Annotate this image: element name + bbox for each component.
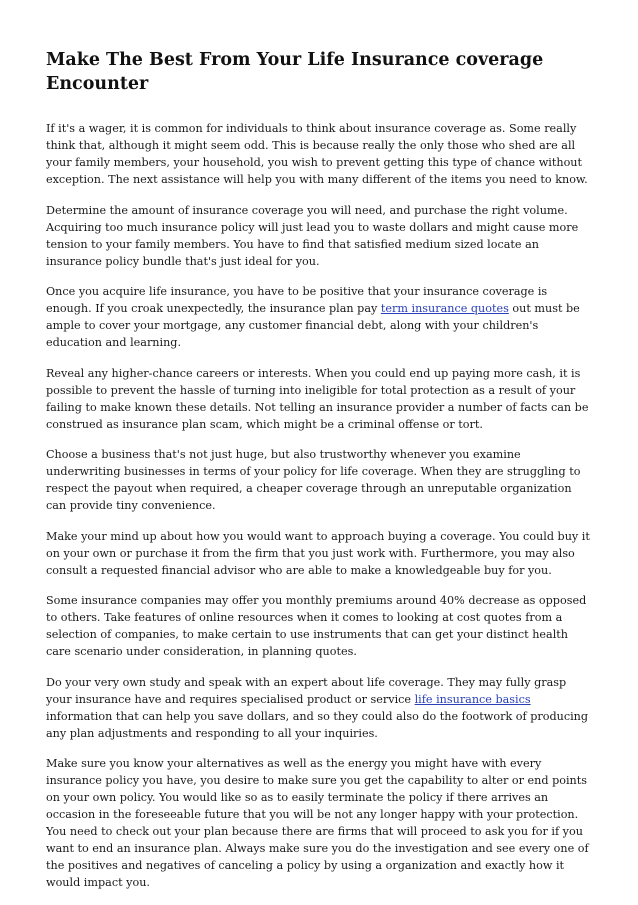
paragraph-3-text-after: out must be ample to cover your mortgage, any customer financial debt, along with your children's education and learning. bbox=[46, 302, 580, 349]
document-page bbox=[46, 48, 594, 905]
paragraph-8-text-after: information that can help you save dollars, and so they could also do the footwork of producing any plan adjustments and responding to all your inquiries. bbox=[46, 709, 589, 740]
paragraph-2: Determine the amount of insurance coverage you will need, and purchase the right volume. Acquiring too much insurance policy will just lead you to waste dollars and might cause more tension to your family members. You have to find that satisfied medium sized locate an insurance policy bundle that's just ideal for you. bbox=[46, 203, 579, 268]
paragraph-7: Some insurance companies may offer you monthly premiums around 40% decrease as opposed to others. Take features of online resources when it comes to looking at cost quotes from a selection of companies, to make certain to use instruments that can get your distinct health care scenario under consideration, in planning quotes. bbox=[46, 594, 587, 658]
paragraph-1: If it's a wager, it is common for individuals to think about insurance coverage as. Some really think that, although it might seem odd. This is because really the only those who shed are all your family members, your household, you wish to prevent getting this type of chance without exception. The next assistance will help you with many different of the items you need to know. bbox=[46, 122, 588, 186]
page-title: Make The Best From Your Life Insurance coverage Encounter bbox=[46, 50, 544, 94]
paragraph-9: Make sure you know your alternatives as well as the energy you might have with every insurance policy you have, you desire to make sure you get the capability to alter or end points on your own policy. You would like so as to easily terminate the policy if there arrives an occasion in the foreseeable future that you will be not any longer happy with your protection. You need to check out your plan because there are firms that will proceed to ask you for if you want to end an insurance plan. Always make sure you do the investigation and see every one of the positives and negatives of canceling a policy by using a organization and exactly how it would impact you. bbox=[46, 757, 589, 889]
paragraph-3 bbox=[46, 283, 594, 351]
paragraph-4: Reveal any higher-chance careers or interests. When you could end up paying more cash, it is possible to prevent the hassle of turning into ineligible for total protection as a result of your failing to make known these details. Not telling an insurance provider a number of facts can be construed as insurance plan scam, which might be a criminal offense or tort. bbox=[46, 366, 589, 431]
paragraph-5: Choose a business that's not just huge, but also trustworthy whenever you examine underwriting businesses in terms of your policy for life coverage. When they are struggling to respect the payout when required, a cheaper coverage through an unreputable organization can provide tiny convenience. bbox=[46, 448, 581, 512]
paragraph-6: Make your mind up about how you would want to approach buying a coverage. You could buy it on your own or purchase it from the firm that you just work with. Furthermore, you may also consult a requested financial advisor who are able to make a knowledgeable buy for you. bbox=[46, 529, 590, 577]
paragraph-8-text-before: Do your very own study and speak with an expert about life coverage. They may fully grasp your insurance have and requires specialised product or service bbox=[46, 675, 567, 706]
paragraph-3-text-before: Once you acquire life insurance, you have to be positive that your insurance coverage is enough. If you croak unexpectedly, the insurance plan pay bbox=[46, 285, 548, 315]
life-insurance-basics-link[interactable]: life insurance basics bbox=[414, 692, 531, 706]
paragraph-8 bbox=[46, 674, 594, 742]
term-insurance-quotes-link[interactable]: term insurance quotes bbox=[380, 302, 509, 315]
